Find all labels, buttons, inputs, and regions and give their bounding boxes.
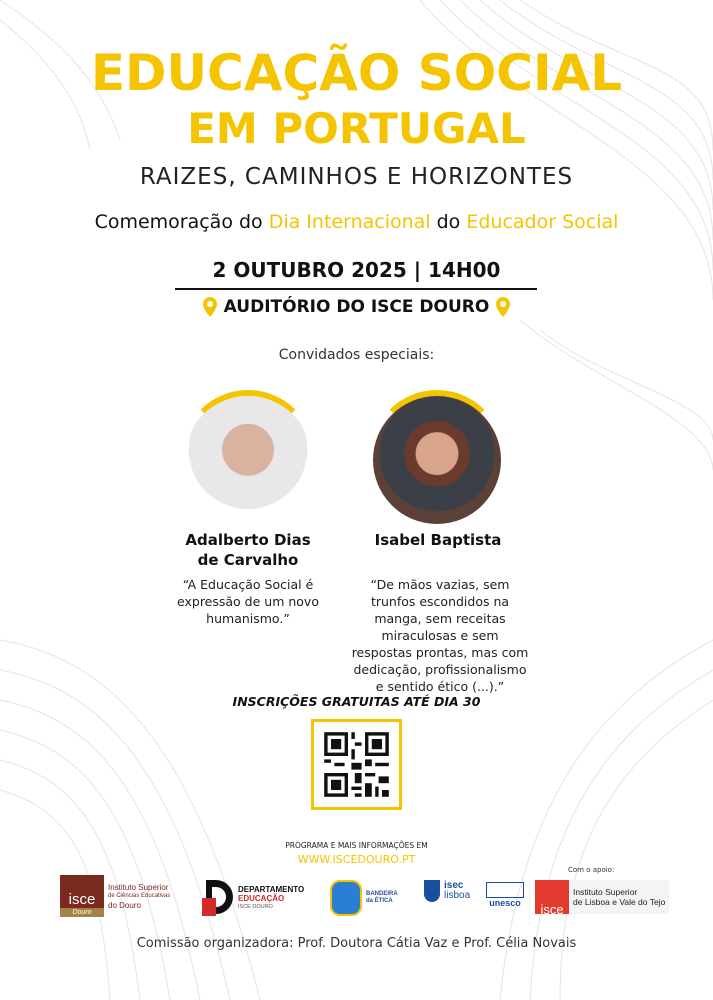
subtitle-text: do: [430, 211, 467, 233]
isce-mark: isce: [535, 880, 569, 914]
logo-bandeira-etica: [330, 880, 398, 916]
event-date: 2 OUTUBRO 2025 | 14H00: [212, 258, 501, 282]
guest-name: Isabel Baptista: [374, 531, 502, 549]
logo-text: EDUCAÇÃO: [238, 893, 285, 903]
guest-photo-adalberto: [184, 396, 312, 524]
logo-text: Instituto Superior: [573, 887, 638, 897]
isce-mark: [60, 875, 104, 917]
logo-isec-lisboa: [424, 880, 470, 902]
location-pin-icon: [495, 297, 511, 317]
organizing-committee: Comissão organizadora: Prof. Doutora Cátia Vaz e Prof. Célia Novais: [136, 936, 577, 951]
logo-isce-douro: [60, 875, 170, 917]
unesco-temple-icon: [486, 882, 524, 898]
guest-photo-isabel: [373, 396, 501, 524]
subtitle-highlight: Dia Internacional: [268, 211, 431, 233]
logo-departamento-educacao: [200, 878, 304, 918]
event-location: [0, 297, 713, 317]
info-label: PROGRAMA E MAIS INFORMAÇÕES EM: [285, 841, 428, 850]
logo-text: DEPARTAMENTO: [238, 884, 305, 894]
bandeira-icon: [330, 880, 362, 916]
guest-quote: “A Educação Social é expressão de um novo humanismo.”: [177, 577, 319, 626]
logo-text: lisboa: [444, 890, 471, 901]
name-line: de Carvalho: [197, 551, 299, 569]
qr-code[interactable]: [311, 719, 402, 810]
guest-name: [160, 530, 336, 570]
logo-text: unesco: [489, 898, 521, 908]
logo-text: isce: [68, 891, 96, 908]
logo-text: do Douro: [108, 900, 141, 910]
logo-text: isec: [444, 880, 464, 891]
location-text: AUDITÓRIO DO ISCE DOURO: [223, 297, 490, 317]
subtitle-highlight: Educador Social: [466, 211, 619, 233]
support-label: Com o apoio:: [568, 866, 615, 874]
logo-text: da ÉTICA: [366, 898, 393, 904]
subtitle: [0, 211, 713, 233]
logo-text: Douro: [60, 908, 104, 917]
logo-text: ISCE DOURO: [238, 903, 273, 910]
logo-isce-lisboa: [535, 880, 669, 917]
title-line1: EDUCAÇÃO SOCIAL: [90, 44, 623, 102]
title-line2: EM PORTUGAL: [187, 104, 526, 153]
logo-unesco: [486, 882, 524, 908]
divider: [175, 288, 537, 290]
guests-heading: Convidados especiais:: [278, 347, 435, 363]
logo-text: de Ciências Educativas: [108, 892, 171, 899]
registration-note: INSCRIÇÕES GRATUITAS ATÉ DIA 30: [232, 694, 481, 709]
d-logo-icon: [200, 878, 234, 918]
location-pin-icon: [202, 297, 218, 317]
qr-code-icon: [314, 722, 399, 807]
logo-text: Instituto Superior: [108, 882, 169, 892]
name-line: Adalberto Dias: [185, 531, 311, 549]
shield-icon: [424, 880, 440, 902]
logo-text: BANDEIRA: [366, 891, 398, 897]
guest-quote: “De mãos vazias, sem trunfos escondidos na manga, sem receitas miraculosas e sem respostas prontas, mas com dedicação, profissionalismo e sentido ético (...).”: [351, 577, 529, 694]
tagline: RAIZES, CAMINHOS E HORIZONTES: [139, 164, 574, 190]
website-link[interactable]: WWW.ISCEDOURO.PT: [297, 853, 416, 866]
logo-text: de Lisboa e Vale do Tejo: [573, 897, 666, 907]
subtitle-text: Comemoração do: [94, 211, 269, 233]
